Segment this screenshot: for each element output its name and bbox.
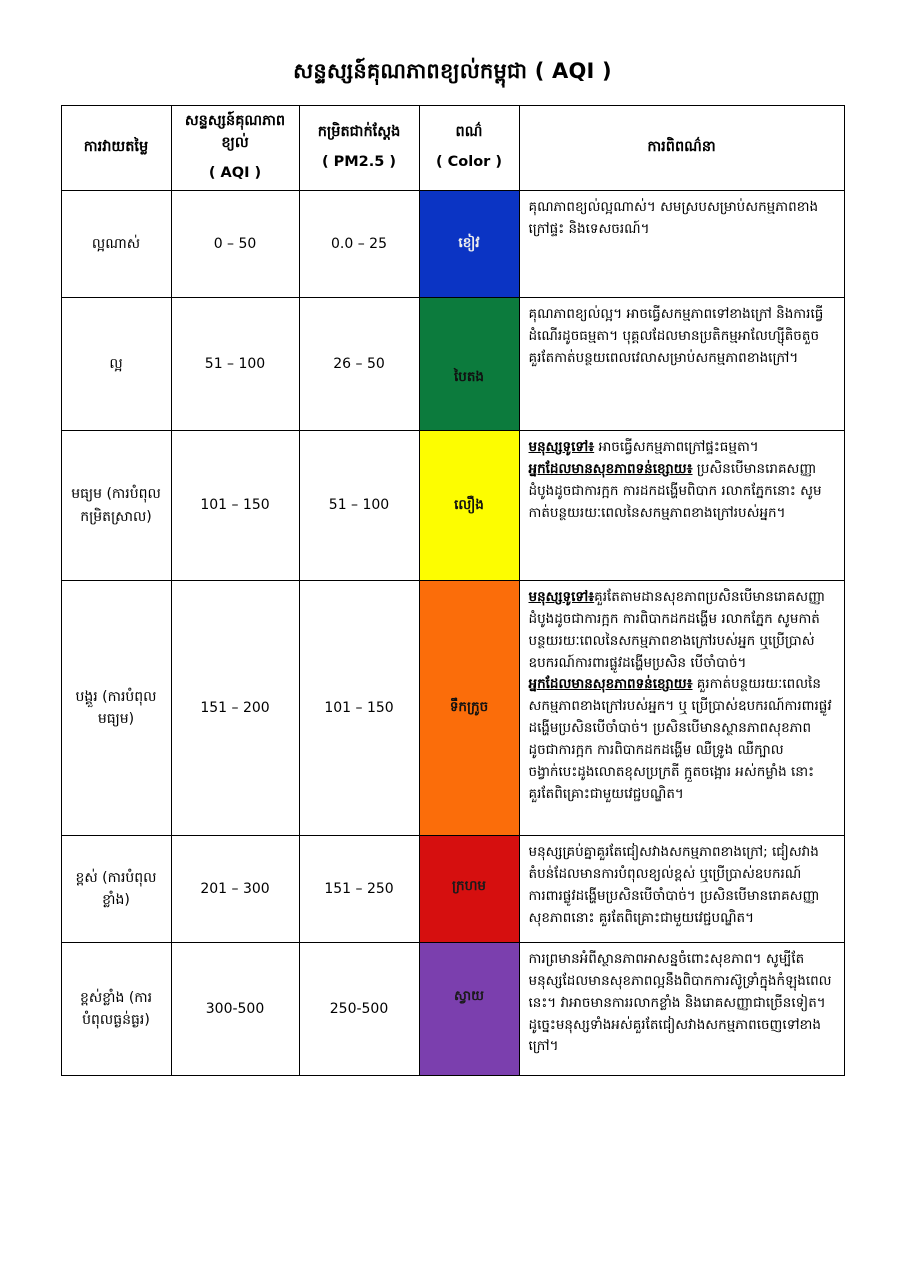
table-row-good: [61, 298, 844, 431]
description-cell: គុណភាពខ្យល់ល្អណាស់។ សមស្របសម្រាប់សកម្មភាពខាងក្រៅផ្ទះ និងទេសចរណ៍។: [519, 191, 844, 298]
table-row-very-high: [61, 943, 844, 1076]
pm25-range-cell: 101 – 150: [299, 581, 419, 836]
rating-cell: ល្អ: [61, 298, 171, 431]
description-cell: គុណភាពខ្យល់ល្អ។ អាចធ្វើសកម្មភាពទៅខាងក្រៅ និងការធ្វើដំណើរដូចធម្មតា។ បុគ្គលដែលមានប្រតិកម្មអាលែហ្ស៊ីតិចតួច គួរតែកាត់បន្ថយពេលវេលាសម្រាប់សកម្មភាពខាងក្រៅ។: [519, 298, 844, 431]
aqi-range-cell: 0 – 50: [171, 191, 299, 298]
aqi-range-cell: 151 – 200: [171, 581, 299, 836]
description-cell: មនុស្សទូទៅ៖គួរតែតាមដានសុខភាពប្រសិនបើមានរោគសញ្ញា ដំបូងដូចជាការក្អក ការពិបាកដកដង្ហើម រលាកភ្នែក សូមកាត់បន្ថយរយៈពេលនៃសកម្មភាពខាងក្រៅរបស់អ្នក ឬប្រើប្រាស់ឧបករណ៍ការពារផ្លូវដង្ហើមប្រសិន បើចាំបាច់។ អ្នកដែលមានសុខភាពទន់ខ្សោយ៖ គួរកាត់បន្ថយរយៈពេលនៃសកម្មភាពខាងក្រៅរបស់អ្នក។ ឬ ប្រើប្រាស់ឧបករណ៍ការពារផ្លូវដង្ហើមប្រសិនបើចាំបាច់។ ប្រសិនបើមានស្ថានភាពសុខភាពដូចជាការក្អក ការពិបាកដកដង្ហើម ឈឺទ្រូង ឈឺក្បាល ចង្វាក់បេះដូងលោតខុសប្រក្រតី ក្អួតចង្អោរ អស់កម្លាំង នោះគួរតែពិគ្រោះជាមួយវេជ្ជបណ្ឌិត។: [519, 581, 844, 836]
color-name-label: បៃតង: [454, 369, 484, 385]
rating-cell: បង្គួរ (ការបំពុលមធ្យម): [61, 581, 171, 836]
color-swatch-blue: [419, 191, 519, 298]
color-swatch-green: [419, 298, 519, 431]
header-pm25: កម្រិតជាក់ស្តែង ( PM2.5 ): [299, 106, 419, 191]
pm25-range-cell: 51 – 100: [299, 431, 419, 581]
pm25-range-cell: 250-500: [299, 943, 419, 1076]
color-swatch-orange: [419, 581, 519, 836]
color-swatch-red: [419, 836, 519, 943]
pm25-range-cell: 26 – 50: [299, 298, 419, 431]
pm25-range-cell: 151 – 250: [299, 836, 419, 943]
description-cell: មនុស្សទូទៅ៖ អាចធ្វើសកម្មភាពក្រៅផ្ទះធម្មតា។ អ្នកដែលមានសុខភាពទន់ខ្សោយ៖ ប្រសិនបើមានរោគសញ្ញាដំបូងដូចជាការក្អក ការដកដង្ហើមពិបាក រលាកភ្នែកនោះ សូមកាត់បន្ថយរយៈពេលនៃសកម្មភាពខាងក្រៅរបស់អ្នក។: [519, 431, 844, 581]
header-color: ពណ៌ ( Color ): [419, 106, 519, 191]
header-aqi: សន្ទស្សន៍គុណភាពខ្យល់ ( AQI ): [171, 106, 299, 191]
header-aqi-sub: ( AQI ): [208, 164, 262, 181]
description-cell: ការព្រមានអំពីស្ថានភាពអាសន្នចំពោះសុខភាព។ សូម្បីតែមនុស្សដែលមានសុខភាពល្អនឹងពិបាកការស៊ូទ្រាំក្នុងកំឡុងពេលនេះ។ វាអាចមានការរលាកខ្លាំង និងរោគសញ្ញាជាច្រើនទៀត។ ដូច្នេះមនុស្សទាំងអស់គួរតែជៀសវាងសកម្មភាពចេញទៅខាងក្រៅ។: [519, 943, 844, 1076]
table-row-high: [61, 836, 844, 943]
color-name-label: ក្រហម: [451, 877, 486, 894]
header-pm25-sub: ( PM2.5 ): [321, 154, 397, 170]
aqi-range-cell: 101 – 150: [171, 431, 299, 581]
header-row: [61, 106, 844, 191]
rating-cell: ខ្ពស់ (ការបំពុលខ្លាំង): [61, 836, 171, 943]
rating-cell: ល្អណាស់: [61, 191, 171, 298]
table-row-unhealthy: [61, 581, 844, 836]
color-name-label: លឿង: [454, 496, 484, 513]
table-row-very-good: [61, 191, 844, 298]
rating-cell: មធ្យម (ការបំពុលកម្រិតស្រាល): [61, 431, 171, 581]
aqi-range-cell: 51 – 100: [171, 298, 299, 431]
aqi-range-cell: 201 – 300: [171, 836, 299, 943]
color-name-label: ស្វាយ: [454, 988, 484, 1004]
page-title: សន្ទស្សន៍គុណភាពខ្យល់កម្ពុជា ( AQI ): [293, 59, 612, 83]
aqi-table: [61, 105, 845, 1076]
table-row-moderate: [61, 431, 844, 581]
color-swatch-purple: [419, 943, 519, 1076]
header-description: ការពិពណ៌នា: [519, 106, 844, 191]
rating-cell: ខ្ពស់ខ្លាំង (ការបំពុលធ្ងន់ធ្ងរ): [61, 943, 171, 1076]
aqi-range-cell: 300-500: [171, 943, 299, 1076]
color-name-label: ទឹកក្រូច: [449, 699, 489, 715]
header-color-sub: ( Color ): [435, 154, 503, 170]
pm25-range-cell: 0.0 – 25: [299, 191, 419, 298]
color-name-label: ខៀវ: [458, 235, 480, 251]
description-cell: មនុស្សគ្រប់គ្នាគួរតែជៀសវាងសកម្មភាពខាងក្រៅ; ជៀសវាងតំបន់ដែលមានការបំពុលខ្យល់ខ្ពស់ ឬប្រើប្រាស់ឧបករណ៍ការពារផ្លូវដង្ហើមប្រសិនបើចាំបាច់។ ប្រសិនបើមានរោគសញ្ញាសុខភាពនោះ គួរតែពិគ្រោះជាមួយវេជ្ជបណ្ឌិត។: [519, 836, 844, 943]
color-swatch-yellow: [419, 431, 519, 581]
header-rating: ការវាយតម្លៃ: [61, 106, 171, 191]
